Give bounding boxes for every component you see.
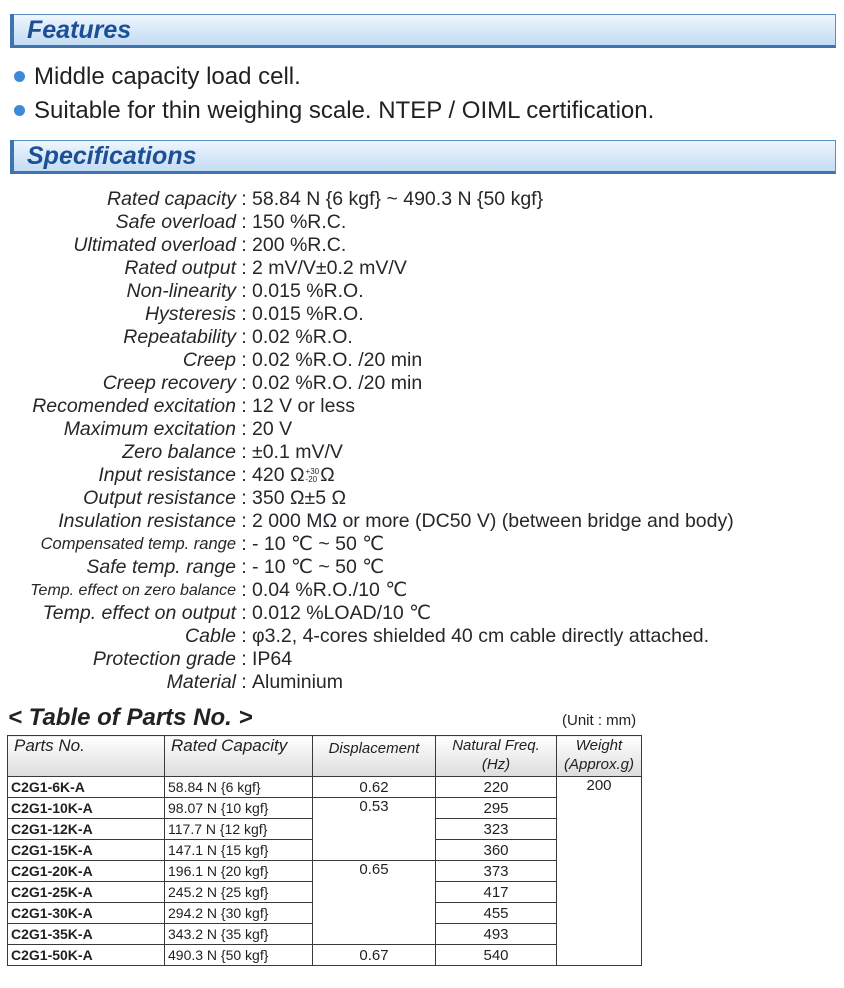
spec-value: 0.02 %R.O. /20 min xyxy=(252,372,423,394)
spec-label: Zero balance xyxy=(122,441,236,463)
spec-label: Insulation resistance xyxy=(58,510,236,532)
spec-value: ±0.1 mV/V xyxy=(252,441,343,463)
cell-part-no: C2G1-6K-A xyxy=(8,777,165,798)
cell-freq: 220 xyxy=(436,777,557,798)
spec-value: 0.012 %LOAD/10 ℃ xyxy=(252,602,432,624)
spec-row-non-linearity xyxy=(0,280,844,303)
spec-label: Repeatability xyxy=(123,326,236,348)
table-row xyxy=(8,945,642,966)
cell-freq: 295 xyxy=(436,798,557,819)
spec-separator: : xyxy=(241,602,247,624)
input-resistance-nominal: 420 Ω xyxy=(252,464,305,486)
spec-row-safe-overload xyxy=(0,211,844,234)
spec-value: 12 V or less xyxy=(252,395,355,417)
cell-capacity: 294.2 N {30 kgf} xyxy=(165,903,313,924)
specifications-title: Specifications xyxy=(27,142,197,170)
cell-part-no: C2G1-25K-A xyxy=(8,882,165,903)
spec-separator: : xyxy=(241,211,247,233)
cell-capacity: 343.2 N {35 kgf} xyxy=(165,924,313,945)
spec-separator: : xyxy=(241,671,247,693)
tolerance-lower: -20 xyxy=(305,474,318,484)
header-parts-no: Parts No. xyxy=(8,736,165,777)
input-resistance-unit: Ω xyxy=(320,464,335,486)
spec-row-rated-output xyxy=(0,257,844,280)
header-weight xyxy=(557,736,642,777)
input-resistance-tolerance xyxy=(306,468,320,484)
spec-label: Temp. effect on output xyxy=(42,602,236,624)
spec-label: Maximum excitation xyxy=(63,418,236,440)
spec-value: 350 Ω±5 Ω xyxy=(252,487,347,509)
spec-separator: : xyxy=(241,280,247,302)
spec-separator: : xyxy=(241,303,247,325)
features-title: Features xyxy=(27,16,132,44)
spec-label: Material xyxy=(166,671,236,693)
cell-part-no: C2G1-20K-A xyxy=(8,861,165,882)
spec-separator: : xyxy=(241,234,247,256)
spec-row-output-resistance xyxy=(0,487,844,510)
spec-row-zero-balance xyxy=(0,441,844,464)
spec-separator: : xyxy=(241,579,247,601)
cell-part-no: C2G1-10K-A xyxy=(8,798,165,819)
header-weight-line1: Weight xyxy=(575,737,623,754)
cell-capacity: 98.07 N {10 kgf} xyxy=(165,798,313,819)
spec-value: 2 mV/V±0.2 mV/V xyxy=(252,257,407,279)
spec-separator: : xyxy=(241,441,247,463)
header-natural-freq-line1: Natural Freq. xyxy=(452,737,540,754)
spec-label: Ultimated overload xyxy=(73,234,236,256)
feature-item xyxy=(14,60,654,94)
spec-value: 200 %R.C. xyxy=(252,234,347,256)
spec-label: Rated capacity xyxy=(107,188,236,210)
feature-item xyxy=(14,94,654,128)
spec-separator: : xyxy=(241,395,247,417)
tolerance-upper: +30 xyxy=(305,466,320,476)
spec-separator: : xyxy=(241,188,247,210)
spec-value: 0.015 %R.O. xyxy=(252,303,364,325)
spec-label: Cable xyxy=(185,625,236,647)
spec-label: Recomended excitation xyxy=(32,395,236,417)
spec-row-material xyxy=(0,671,844,694)
parts-table xyxy=(7,735,642,966)
spec-separator: : xyxy=(241,257,247,279)
spec-value: 2 000 MΩ or more (DC50 V) (between bridge and body) xyxy=(252,510,734,532)
spec-separator: : xyxy=(241,533,247,555)
features-header-bar xyxy=(10,14,836,48)
spec-value: 150 %R.C. xyxy=(252,211,347,233)
cell-freq: 360 xyxy=(436,840,557,861)
spec-row-hysteresis xyxy=(0,303,844,326)
spec-separator: : xyxy=(241,349,247,371)
unit-note: (Unit : mm) xyxy=(562,712,637,729)
cell-capacity: 117.7 N {12 kgf} xyxy=(165,819,313,840)
table-header-row xyxy=(8,736,642,777)
header-displacement: Displacement xyxy=(313,736,436,777)
cell-capacity: 490.3 N {50 kgf} xyxy=(165,945,313,966)
spec-label: Input resistance xyxy=(98,464,236,486)
spec-row-recommended-excitation xyxy=(0,395,844,418)
features-list xyxy=(14,60,654,128)
spec-label: Creep xyxy=(182,349,236,371)
spec-row-insulation-resistance xyxy=(0,510,844,533)
spec-value: φ3.2, 4-cores shielded 40 cm cable directly attached. xyxy=(252,625,710,647)
spec-label: Temp. effect on zero balance xyxy=(30,582,236,599)
table-row xyxy=(8,798,642,819)
spec-value xyxy=(252,464,335,487)
cell-freq: 540 xyxy=(436,945,557,966)
spec-label: Rated output xyxy=(124,257,236,279)
cell-displacement: 0.62 xyxy=(313,777,436,798)
spec-separator: : xyxy=(241,464,247,486)
cell-part-no: C2G1-30K-A xyxy=(8,903,165,924)
spec-label: Safe overload xyxy=(115,211,236,233)
spec-row-safe-temp-range xyxy=(0,556,844,579)
spec-label: Compensated temp. range xyxy=(40,535,236,553)
spec-separator: : xyxy=(241,625,247,647)
feature-text: Suitable for thin weighing scale. NTEP / OIML certification. xyxy=(34,97,655,124)
cell-displacement: 0.65 xyxy=(313,861,436,945)
spec-value: - 10 ℃ ~ 50 ℃ xyxy=(252,533,385,555)
cell-freq: 493 xyxy=(436,924,557,945)
cell-part-no: C2G1-35K-A xyxy=(8,924,165,945)
header-weight-line2: (Approx.g) xyxy=(563,756,635,773)
spec-value: 0.04 %R.O./10 ℃ xyxy=(252,579,408,601)
bullet-dot-icon xyxy=(14,71,25,82)
spec-row-temp-effect-output xyxy=(0,602,844,625)
spec-value: IP64 xyxy=(252,648,293,670)
cell-part-no: C2G1-12K-A xyxy=(8,819,165,840)
cell-capacity: 196.1 N {20 kgf} xyxy=(165,861,313,882)
bullet-dot-icon xyxy=(14,105,25,116)
cell-capacity: 58.84 N {6 kgf} xyxy=(165,777,313,798)
spec-separator: : xyxy=(241,372,247,394)
spec-value: 58.84 N {6 kgf} ~ 490.3 N {50 kgf} xyxy=(252,188,544,210)
spec-row-creep-recovery xyxy=(0,372,844,395)
table-row xyxy=(8,861,642,882)
feature-text: Middle capacity load cell. xyxy=(34,63,301,90)
spec-row-compensated-temp-range xyxy=(0,533,844,556)
header-natural-freq-line2: (Hz) xyxy=(481,756,511,773)
spec-label: Output resistance xyxy=(83,487,236,509)
spec-separator: : xyxy=(241,556,247,578)
spec-label: Safe temp. range xyxy=(86,556,236,578)
cell-freq: 455 xyxy=(436,903,557,924)
cell-capacity: 147.1 N {15 kgf} xyxy=(165,840,313,861)
cell-part-no: C2G1-50K-A xyxy=(8,945,165,966)
spec-separator: : xyxy=(241,510,247,532)
spec-list xyxy=(0,188,844,694)
spec-separator: : xyxy=(241,326,247,348)
spec-label: Hysteresis xyxy=(144,303,236,325)
cell-freq: 373 xyxy=(436,861,557,882)
spec-row-cable xyxy=(0,625,844,648)
spec-label: Protection grade xyxy=(92,648,236,670)
cell-capacity: 245.2 N {25 kgf} xyxy=(165,882,313,903)
spec-label: Non-linearity xyxy=(126,280,236,302)
spec-row-creep xyxy=(0,349,844,372)
cell-part-no: C2G1-15K-A xyxy=(8,840,165,861)
table-row xyxy=(8,777,642,798)
header-rated-capacity: Rated Capacity xyxy=(165,736,313,777)
spec-separator: : xyxy=(241,648,247,670)
spec-row-maximum-excitation xyxy=(0,418,844,441)
cell-displacement: 0.67 xyxy=(313,945,436,966)
spec-row-repeatability xyxy=(0,326,844,349)
header-natural-freq xyxy=(436,736,557,777)
specifications-header-bar xyxy=(10,140,836,174)
cell-freq: 323 xyxy=(436,819,557,840)
spec-row-protection-grade xyxy=(0,648,844,671)
spec-value: 0.02 %R.O. xyxy=(252,326,353,348)
spec-separator: : xyxy=(241,418,247,440)
cell-freq: 417 xyxy=(436,882,557,903)
cell-weight: 200 xyxy=(557,777,642,966)
spec-value: - 10 ℃ ~ 50 ℃ xyxy=(252,556,385,578)
parts-table-title: < Table of Parts No. > xyxy=(8,704,253,731)
cell-displacement: 0.53 xyxy=(313,798,436,861)
spec-row-ultimated-overload xyxy=(0,234,844,257)
spec-row-temp-effect-zero-balance xyxy=(0,579,844,602)
spec-row-rated-capacity xyxy=(0,188,844,211)
spec-row-input-resistance xyxy=(0,464,844,487)
spec-label: Creep recovery xyxy=(102,372,236,394)
spec-value: 0.02 %R.O. /20 min xyxy=(252,349,423,371)
spec-value: 20 V xyxy=(252,418,293,440)
spec-value: Aluminium xyxy=(252,671,344,693)
spec-separator: : xyxy=(241,487,247,509)
spec-value: 0.015 %R.O. xyxy=(252,280,364,302)
